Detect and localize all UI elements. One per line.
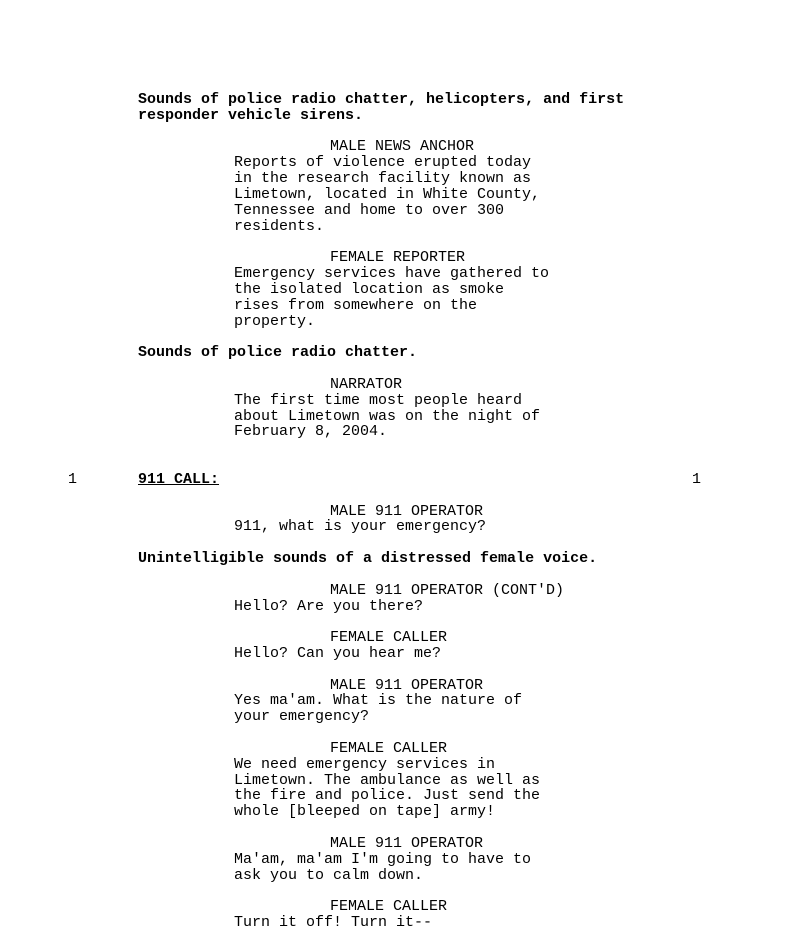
dialogue-line: property. [234,312,316,330]
dialogue-block [0,139,800,234]
action-line: Sounds of police radio chatter. [138,344,418,362]
dialogue-block [0,678,800,725]
dialogue-block [0,836,800,883]
action-line: Unintelligible sounds of a distressed female voice. [138,550,598,568]
action-block [0,551,800,567]
action-block [0,92,800,124]
dialogue-block [0,630,800,662]
dialogue-line: Reports of violence erupted today [234,154,532,172]
character-cue: FEMALE CALLER [330,629,448,647]
dialogue-block [0,250,800,329]
action-line: responder vehicle sirens. [138,106,364,124]
script-content [0,92,800,931]
dialogue-line: ask you to calm down. [234,866,424,884]
scene-heading-text: 911 CALL: [138,470,220,488]
dialogue-block [0,583,800,615]
dialogue-block [0,741,800,820]
character-cue: MALE 911 OPERATOR (CONT'D) [330,581,565,599]
dialogue-line: Yes ma'am. What is the nature of [234,692,523,710]
character-cue: MALE 911 OPERATOR [330,834,484,852]
dialogue-line: Emergency services have gathered to [234,265,550,283]
dialogue-line: Hello? Are you there? [234,597,424,615]
dialogue-block [0,899,800,931]
dialogue-line: Limetown, located in White County, [234,185,541,203]
dialogue-line: Turn it off! Turn it-- [234,914,433,932]
dialogue-line: the isolated location as smoke [234,280,505,298]
dialogue-line: residents. [234,217,325,235]
dialogue-line: Limetown. The ambulance as well as [234,771,541,789]
dialogue-line: about Limetown was on the night of [234,407,541,425]
dialogue-line: February 8, 2004. [234,423,388,441]
dialogue-line: The first time most people heard [234,391,523,409]
character-cue: MALE 911 OPERATOR [330,502,484,520]
dialogue-line: whole [bleeped on tape] army! [234,803,496,821]
dialogue-line: 911, what is your emergency? [234,518,487,536]
dialogue-line: rises from somewhere on the [234,296,478,314]
character-cue: FEMALE REPORTER [330,249,466,267]
dialogue-line: the fire and police. Just send the [234,787,541,805]
character-cue: MALE NEWS ANCHOR [330,138,475,156]
character-cue: MALE 911 OPERATOR [330,676,484,694]
scene-number-right: 1 [692,470,702,488]
dialogue-line: your emergency? [234,708,370,726]
dialogue-line: in the research facility known as [234,170,532,188]
action-block [0,345,800,361]
scene-number-left: 1 [68,470,78,488]
dialogue-line: Tennessee and home to over 300 [234,201,505,219]
dialogue-line: Ma'am, ma'am I'm going to have to [234,850,532,868]
dialogue-block [0,504,800,536]
dialogue-block [0,377,800,440]
scene-heading [0,472,800,488]
action-line: Sounds of police radio chatter, helicopters, and first [138,91,625,108]
character-cue: NARRATOR [330,375,403,393]
character-cue: FEMALE CALLER [330,739,448,757]
dialogue-line: We need emergency services in [234,755,496,773]
dialogue-line: Hello? Can you hear me? [234,644,442,662]
character-cue: FEMALE CALLER [330,898,448,916]
